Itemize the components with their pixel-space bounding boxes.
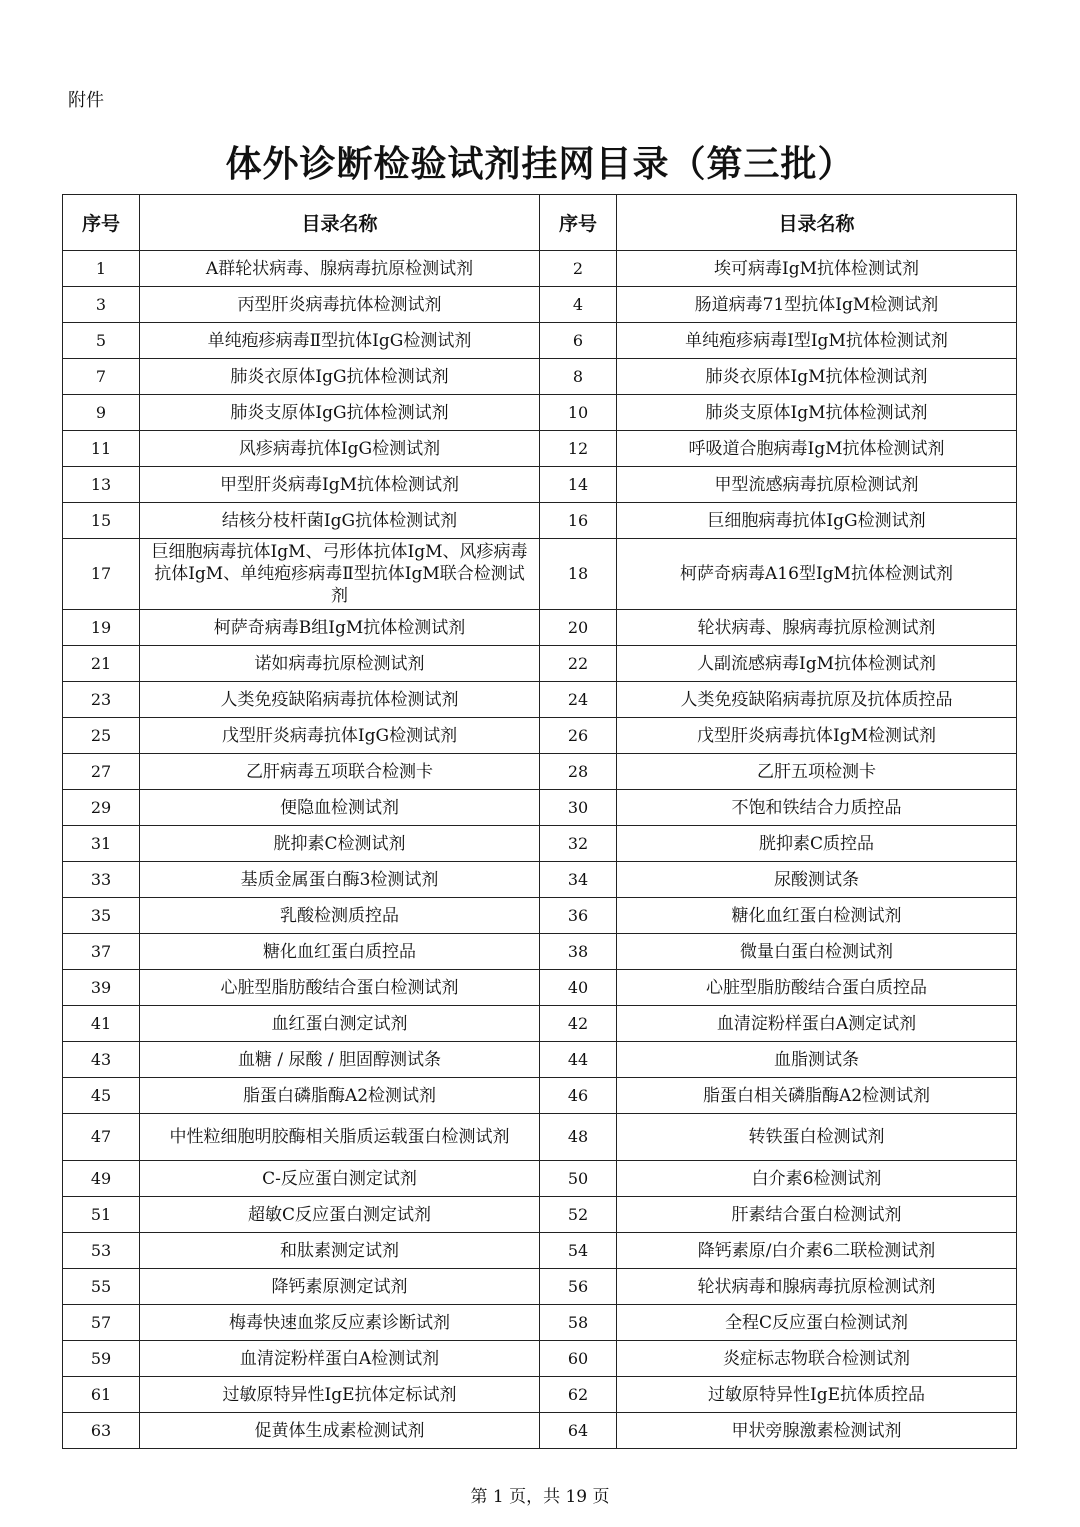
cell-name-left: 乙肝病毒五项联合检测卡 [140, 754, 540, 790]
table-row [63, 1341, 1017, 1377]
document-title: 体外诊断检验试剂挂网目录（第三批） [225, 144, 855, 185]
cell-seq-right: 26 [540, 718, 617, 754]
cell-seq-right: 24 [540, 682, 617, 718]
cell-seq-left: 25 [63, 718, 140, 754]
table-row [63, 467, 1017, 503]
cell-name-left: 柯萨奇病毒B组IgM抗体检测试剂 [140, 610, 540, 646]
header-seq-left: 序号 [63, 195, 140, 251]
cell-name-left: 便隐血检测试剂 [140, 790, 540, 826]
catalog-table [62, 194, 1017, 1449]
cell-seq-right: 34 [540, 862, 617, 898]
cell-name-left: 胱抑素C检测试剂 [140, 826, 540, 862]
cell-name-right: 乙肝五项检测卡 [617, 754, 1017, 790]
cell-name-right: 糖化血红蛋白检测试剂 [617, 898, 1017, 934]
cell-seq-right: 48 [540, 1114, 617, 1161]
table-body [63, 251, 1017, 1449]
cell-seq-left: 5 [63, 323, 140, 359]
table-row [63, 610, 1017, 646]
cell-name-right: 埃可病毒IgM抗体检测试剂 [617, 251, 1017, 287]
table-row [63, 754, 1017, 790]
cell-seq-right: 22 [540, 646, 617, 682]
cell-seq-left: 33 [63, 862, 140, 898]
cell-seq-left: 59 [63, 1341, 140, 1377]
cell-name-right: 人类免疫缺陷病毒抗原及抗体质控品 [617, 682, 1017, 718]
cell-name-left: C-反应蛋白测定试剂 [140, 1161, 540, 1197]
table-row [63, 682, 1017, 718]
cell-seq-left: 11 [63, 431, 140, 467]
cell-seq-left: 9 [63, 395, 140, 431]
header-name-left: 目录名称 [140, 195, 540, 251]
cell-seq-right: 54 [540, 1233, 617, 1269]
cell-seq-left: 61 [63, 1377, 140, 1413]
table-row [63, 359, 1017, 395]
cell-seq-right: 36 [540, 898, 617, 934]
cell-name-right: 巨细胞病毒抗体IgG检测试剂 [617, 503, 1017, 539]
cell-seq-left: 29 [63, 790, 140, 826]
cell-seq-right: 50 [540, 1161, 617, 1197]
cell-seq-left: 49 [63, 1161, 140, 1197]
cell-name-right: 脂蛋白相关磷脂酶A2检测试剂 [617, 1078, 1017, 1114]
cell-seq-left: 31 [63, 826, 140, 862]
cell-seq-right: 52 [540, 1197, 617, 1233]
cell-seq-left: 43 [63, 1042, 140, 1078]
cell-seq-left: 53 [63, 1233, 140, 1269]
cell-seq-left: 17 [63, 539, 140, 610]
cell-name-right: 胱抑素C质控品 [617, 826, 1017, 862]
cell-name-left: 血清淀粉样蛋白A检测试剂 [140, 1341, 540, 1377]
cell-seq-right: 28 [540, 754, 617, 790]
cell-name-right: 柯萨奇病毒A16型IgM抗体检测试剂 [617, 539, 1017, 610]
cell-name-left: 丙型肝炎病毒抗体检测试剂 [140, 287, 540, 323]
cell-seq-right: 20 [540, 610, 617, 646]
cell-name-left: 风疹病毒抗体IgG检测试剂 [140, 431, 540, 467]
cell-name-right: 血脂测试条 [617, 1042, 1017, 1078]
cell-seq-right: 18 [540, 539, 617, 610]
cell-seq-left: 23 [63, 682, 140, 718]
table-row [63, 395, 1017, 431]
table-header-row [63, 195, 1017, 251]
table-row [63, 1042, 1017, 1078]
cell-seq-right: 2 [540, 251, 617, 287]
table-row [63, 1006, 1017, 1042]
cell-name-right: 不饱和铁结合力质控品 [617, 790, 1017, 826]
table-row [63, 431, 1017, 467]
cell-name-right: 肝素结合蛋白检测试剂 [617, 1197, 1017, 1233]
cell-name-left: A群轮状病毒、腺病毒抗原检测试剂 [140, 251, 540, 287]
table-row [63, 287, 1017, 323]
cell-name-right: 肺炎支原体IgM抗体检测试剂 [617, 395, 1017, 431]
cell-seq-left: 13 [63, 467, 140, 503]
cell-seq-right: 12 [540, 431, 617, 467]
cell-seq-right: 6 [540, 323, 617, 359]
cell-name-right: 甲状旁腺激素检测试剂 [617, 1413, 1017, 1449]
page-footer: 第 1 页，共 19 页 [470, 1487, 610, 1507]
cell-name-right: 肺炎衣原体IgM抗体检测试剂 [617, 359, 1017, 395]
cell-name-left: 中性粒细胞明胶酶相关脂质运载蛋白检测试剂 [140, 1114, 540, 1161]
table-row [63, 970, 1017, 1006]
cell-seq-right: 4 [540, 287, 617, 323]
cell-seq-right: 46 [540, 1078, 617, 1114]
attachment-label: 附件 [68, 90, 104, 111]
cell-name-left: 心脏型脂肪酸结合蛋白检测试剂 [140, 970, 540, 1006]
cell-seq-left: 19 [63, 610, 140, 646]
cell-seq-right: 32 [540, 826, 617, 862]
cell-seq-right: 14 [540, 467, 617, 503]
cell-name-right: 单纯疱疹病毒I型IgM抗体检测试剂 [617, 323, 1017, 359]
cell-name-right: 呼吸道合胞病毒IgM抗体检测试剂 [617, 431, 1017, 467]
cell-name-left: 和肽素测定试剂 [140, 1233, 540, 1269]
cell-seq-left: 35 [63, 898, 140, 934]
cell-seq-left: 47 [63, 1114, 140, 1161]
cell-name-left: 血糖 / 尿酸 / 胆固醇测试条 [140, 1042, 540, 1078]
table-row [63, 790, 1017, 826]
cell-name-left: 糖化血红蛋白质控品 [140, 934, 540, 970]
cell-name-right: 白介素6检测试剂 [617, 1161, 1017, 1197]
cell-seq-right: 42 [540, 1006, 617, 1042]
table-row [63, 323, 1017, 359]
table-row [63, 1161, 1017, 1197]
table-row [63, 539, 1017, 610]
table-row [63, 1305, 1017, 1341]
cell-seq-left: 63 [63, 1413, 140, 1449]
cell-name-left: 单纯疱疹病毒Ⅱ型抗体IgG检测试剂 [140, 323, 540, 359]
cell-seq-left: 7 [63, 359, 140, 395]
cell-seq-right: 30 [540, 790, 617, 826]
cell-name-left: 戊型肝炎病毒抗体IgG检测试剂 [140, 718, 540, 754]
cell-seq-left: 15 [63, 503, 140, 539]
cell-seq-right: 64 [540, 1413, 617, 1449]
cell-seq-right: 40 [540, 970, 617, 1006]
table-row [63, 934, 1017, 970]
cell-seq-right: 62 [540, 1377, 617, 1413]
cell-seq-left: 55 [63, 1269, 140, 1305]
cell-name-right: 转铁蛋白检测试剂 [617, 1114, 1017, 1161]
cell-name-right: 降钙素原/白介素6二联检测试剂 [617, 1233, 1017, 1269]
cell-name-left: 巨细胞病毒抗体IgM、弓形体抗体IgM、风疹病毒抗体IgM、单纯疱疹病毒Ⅱ型抗体IgM联合检测试剂 [140, 539, 540, 610]
table-row [63, 826, 1017, 862]
header-seq-right: 序号 [540, 195, 617, 251]
cell-name-left: 血红蛋白测定试剂 [140, 1006, 540, 1042]
header-name-right: 目录名称 [617, 195, 1017, 251]
cell-name-right: 轮状病毒、腺病毒抗原检测试剂 [617, 610, 1017, 646]
cell-seq-left: 51 [63, 1197, 140, 1233]
cell-seq-right: 8 [540, 359, 617, 395]
cell-seq-right: 58 [540, 1305, 617, 1341]
cell-seq-right: 16 [540, 503, 617, 539]
cell-name-right: 肠道病毒71型抗体IgM检测试剂 [617, 287, 1017, 323]
cell-seq-left: 27 [63, 754, 140, 790]
cell-name-left: 甲型肝炎病毒IgM抗体检测试剂 [140, 467, 540, 503]
cell-name-left: 诺如病毒抗原检测试剂 [140, 646, 540, 682]
cell-name-left: 结核分枝杆菌IgG抗体检测试剂 [140, 503, 540, 539]
cell-seq-right: 10 [540, 395, 617, 431]
cell-seq-right: 44 [540, 1042, 617, 1078]
cell-name-right: 炎症标志物联合检测试剂 [617, 1341, 1017, 1377]
table-row [63, 1197, 1017, 1233]
cell-name-right: 全程C反应蛋白检测试剂 [617, 1305, 1017, 1341]
table-row [63, 251, 1017, 287]
cell-name-right: 尿酸测试条 [617, 862, 1017, 898]
table-row [63, 1413, 1017, 1449]
cell-seq-right: 60 [540, 1341, 617, 1377]
cell-name-left: 促黄体生成素检测试剂 [140, 1413, 540, 1449]
cell-seq-left: 45 [63, 1078, 140, 1114]
cell-name-right: 轮状病毒和腺病毒抗原检测试剂 [617, 1269, 1017, 1305]
cell-name-left: 乳酸检测质控品 [140, 898, 540, 934]
cell-name-left: 肺炎支原体IgG抗体检测试剂 [140, 395, 540, 431]
cell-name-left: 基质金属蛋白酶3检测试剂 [140, 862, 540, 898]
table-row [63, 898, 1017, 934]
cell-name-right: 人副流感病毒IgM抗体检测试剂 [617, 646, 1017, 682]
table-row [63, 1269, 1017, 1305]
table-row [63, 1377, 1017, 1413]
cell-name-left: 过敏原特异性IgE抗体定标试剂 [140, 1377, 540, 1413]
table-row [63, 1114, 1017, 1161]
table-row [63, 862, 1017, 898]
cell-name-right: 微量白蛋白检测试剂 [617, 934, 1017, 970]
cell-name-right: 戊型肝炎病毒抗体IgM检测试剂 [617, 718, 1017, 754]
cell-seq-left: 39 [63, 970, 140, 1006]
cell-name-left: 梅毒快速血浆反应素诊断试剂 [140, 1305, 540, 1341]
cell-seq-left: 1 [63, 251, 140, 287]
cell-name-left: 脂蛋白磷脂酶A2检测试剂 [140, 1078, 540, 1114]
table-row [63, 503, 1017, 539]
cell-name-right: 心脏型脂肪酸结合蛋白质控品 [617, 970, 1017, 1006]
cell-seq-left: 3 [63, 287, 140, 323]
table-row [63, 646, 1017, 682]
cell-name-left: 肺炎衣原体IgG抗体检测试剂 [140, 359, 540, 395]
table-row [63, 1078, 1017, 1114]
cell-seq-right: 38 [540, 934, 617, 970]
table-row [63, 1233, 1017, 1269]
cell-seq-left: 37 [63, 934, 140, 970]
cell-name-right: 过敏原特异性IgE抗体质控品 [617, 1377, 1017, 1413]
cell-name-right: 甲型流感病毒抗原检测试剂 [617, 467, 1017, 503]
cell-name-left: 人类免疫缺陷病毒抗体检测试剂 [140, 682, 540, 718]
cell-name-right: 血清淀粉样蛋白A测定试剂 [617, 1006, 1017, 1042]
cell-name-left: 超敏C反应蛋白测定试剂 [140, 1197, 540, 1233]
cell-seq-left: 41 [63, 1006, 140, 1042]
cell-seq-right: 56 [540, 1269, 617, 1305]
cell-seq-left: 21 [63, 646, 140, 682]
table-row [63, 718, 1017, 754]
cell-name-left: 降钙素原测定试剂 [140, 1269, 540, 1305]
cell-seq-left: 57 [63, 1305, 140, 1341]
